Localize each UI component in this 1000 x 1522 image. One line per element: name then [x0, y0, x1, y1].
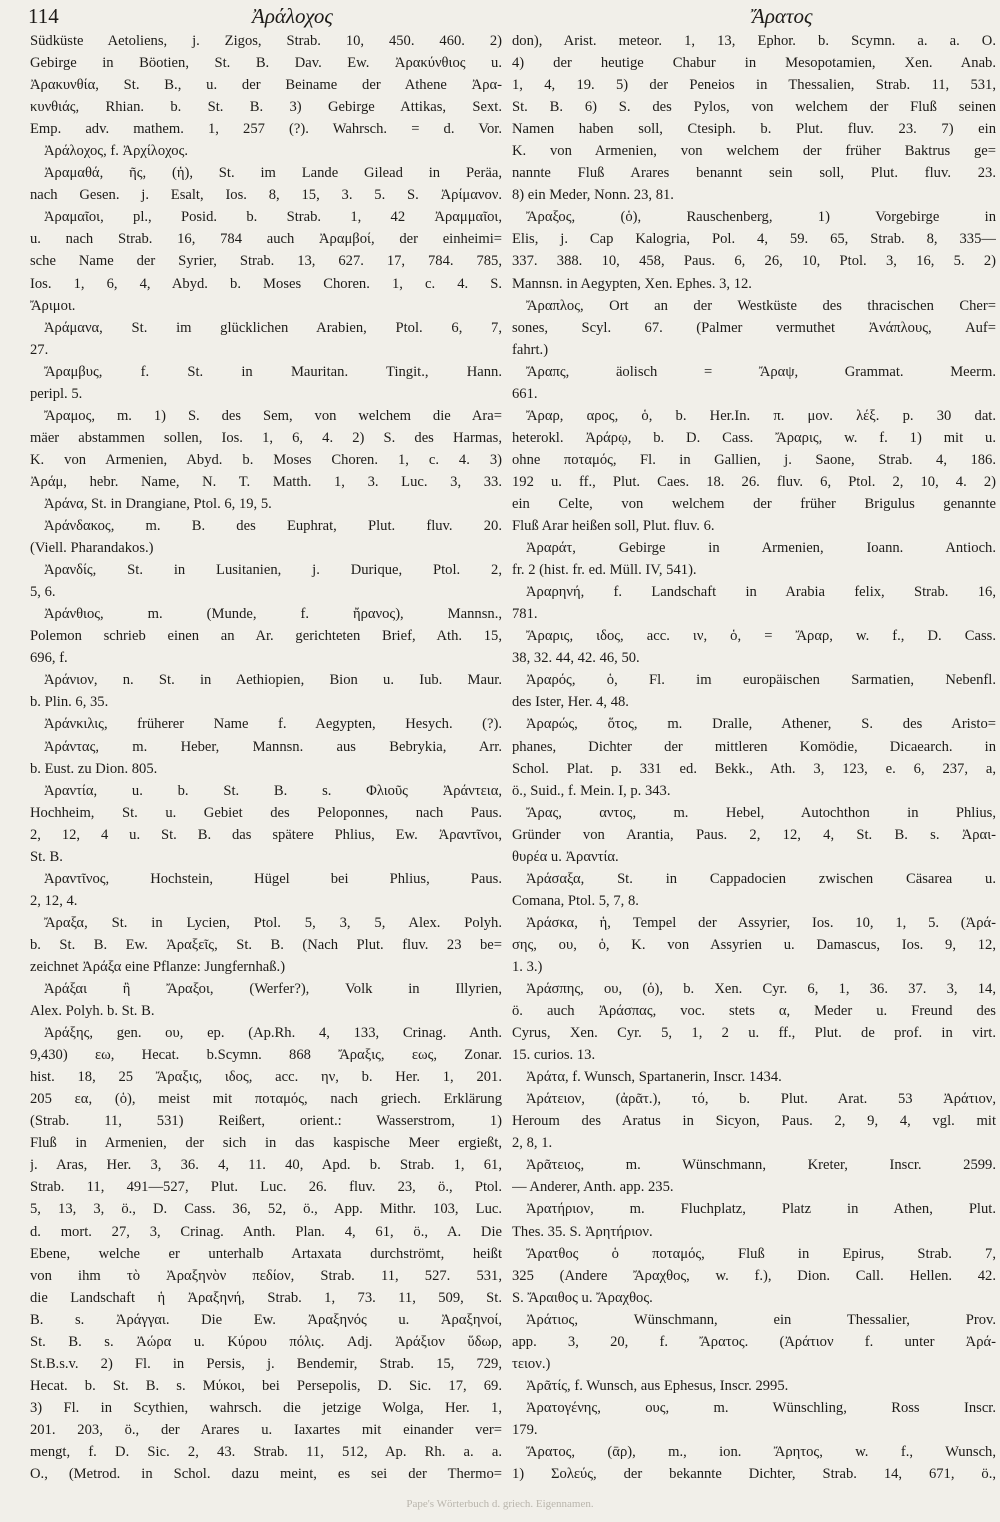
right-column	[512, 30, 996, 1485]
text-line: θυρέα u. Ἀραντία.	[512, 848, 619, 865]
entry-headline: Ἄραμος, m. 1) S. des Sem, von welchem die Ara=	[44, 407, 502, 424]
entry-headline: Ἀράσπης, ου, (ὁ), b. Xen. Cyr. 6, 1, 36. 37. 3, 14,	[526, 981, 996, 998]
text-line: 8) ein Meder, Nonn. 23, 81.	[512, 187, 674, 204]
text-line: ö., Suid., f. Mein. I, p. 343.	[512, 782, 671, 799]
text-line: ein Celte, von welchem der früher Brigulus genannte	[512, 495, 996, 512]
right-guide-word: Ἄρατος	[752, 4, 813, 28]
text-line: τειον.)	[512, 1355, 551, 1372]
text-line: nannte Fluß Arares benannt sein soll, Plut. fluv. 23.	[512, 165, 996, 182]
text-line: 5, 6.	[30, 584, 56, 601]
footer-bleedthrough: Pape's Wörterbuch d. griech. Eigennamen.	[406, 1498, 594, 1510]
entry-headline: Ἄρας, αντος, m. Hebel, Autochthon in Phlius,	[526, 804, 996, 821]
text-line: u. nach Strab. 16, 784 auch Ἀραμβοί, der einheimi=	[30, 231, 502, 248]
entry-headline: Ἀράσαξα, St. in Cappadocien zwischen Cäsarea u.	[526, 870, 996, 887]
text-line: Polemon schrieb einen an Ar. gerichteten Brief, Ath. 15,	[30, 628, 502, 645]
text-line: St. B. 6) S. des Pylos, von welchem der Fluß seinen	[512, 99, 996, 116]
text-line: (Viell. Pharandakos.)	[30, 540, 154, 557]
entry-headline: Ἀράτιος, Wünschmann, ein Thessalier, Prov.	[526, 1311, 996, 1328]
entry-headline: Ἀράμανα, St. im glücklichen Arabien, Ptol. 6, 7,	[44, 319, 502, 336]
entry-headline: Ἄραπς, äolisch = Ἄραψ, Grammat. Meerm.	[526, 363, 996, 380]
text-line: 325 (Andere Ἄραχθος, w. f.), Dion. Call. Hellen. 42.	[512, 1267, 996, 1284]
entry-headline: Ἄραξα, St. in Lycien, Ptol. 5, 3, 5, Alex. Polyh.	[44, 914, 502, 931]
text-line: Südküste Aetoliens, j. Zigos, Strab. 10, 450. 460. 2)	[30, 33, 502, 49]
text-line: — Anderer, Anth. app. 235.	[512, 1179, 674, 1196]
text-line: 2, 12, 4 u. St. B. das spätere Phlius, Ew. Ἀραντῖνοι,	[30, 826, 502, 843]
text-line: sche Name der Syrier, Strab. 13, 627. 17, 784. 785,	[30, 253, 502, 270]
page-number: 114	[28, 4, 59, 28]
text-line: Thes. 35. S. Ἀρητήριον.	[512, 1223, 653, 1240]
text-line: sones, Scyl. 67. (Palmer vermuthet Ἀνάπλους, Auf=	[512, 319, 996, 336]
text-line: Ios. 1, 6, 4, Abyd. b. Moses Choren. 1, c. 4. S.	[30, 275, 502, 292]
text-line: Namen haben soll, Ctesiph. b. Plut. fluv. 23. 7) ein	[512, 121, 996, 138]
entry-headline: Ἀράνδακος, m. B. des Euphrat, Plut. fluv. 20.	[44, 518, 502, 535]
text-line: σης, ου, ὁ, K. von Assyrien u. Damascus, Ios. 9, 12,	[512, 936, 996, 953]
entry-headline: Ἄρατος, (ᾱρ), m., ion. Ἄρητος, w. f., Wunsch,	[526, 1444, 996, 1460]
text-line: b. Plin. 6, 35.	[30, 694, 109, 711]
text-line: Hecat. b. St. B. s. Μύκοι, bei Persepolis, D. Sic. 17, 69.	[30, 1377, 502, 1394]
text-line: St.B.s.v. 2) Fl. in Persis, j. Bendemir, Strab. 15, 729,	[30, 1355, 502, 1372]
text-line: don), Arist. meteor. 1, 13, Ephor. b. Scymn. a. a. O.	[512, 33, 996, 49]
text-line: Hochheim, St. u. Gebiet des Peloponnes, nach Paus.	[30, 804, 502, 821]
text-line: Cyrus, Xen. Cyr. 5, 1, 2 u. ff., Plut. de prof. in virt.	[512, 1025, 996, 1042]
text-line: zeichnet Ἀράξα eine Pflanze: Jungfernhaß.)	[30, 958, 286, 975]
text-line: 2, 12, 4.	[30, 892, 78, 909]
entry-headline: Ἀράνθιος, m. (Munde, f. ἤρανος), Mannsn.,	[44, 606, 502, 623]
text-line: K. von Armenien, von welchem der früher Baktrus ge=	[512, 143, 996, 160]
entry-headline: Ἄραμβυς, f. St. in Mauritan. Tingit., Hann.	[44, 363, 502, 380]
text-line: Gründer von Arantia, Paus. 2, 12, 4, St. B. s. Ἀραι-	[512, 826, 996, 843]
text-line: d. mort. 27, 3, Crinag. Anth. Plan. 4, 61, ö., A. Die	[30, 1223, 502, 1240]
text-line: 179.	[512, 1421, 538, 1438]
text-line: b. St. B. Ew. Ἀραξεῖς, St. B. (Nach Plut. fluv. 23 be=	[30, 936, 502, 953]
text-line: 201. 203, ö., der Arares u. Iaxartes mit einander ver=	[30, 1421, 502, 1438]
text-line: Alex. Polyh. b. St. B.	[30, 1003, 155, 1020]
text-line: 3) Fl. in Scythien, wahrsch. die jetzige Wolga, Her. 1,	[30, 1399, 502, 1416]
entry-headline: Ἀρατήριον, m. Fluchplatz, Platz in Athen, Plut.	[526, 1201, 996, 1218]
entry-headline: Ἄραρις, ιδος, acc. ιν, ὁ, = Ἄραρ, w. f., D. Cass.	[526, 628, 996, 645]
text-line: 27.	[30, 341, 49, 358]
text-line: phanes, Dichter der mittleren Komödie, Dicaearch. in	[512, 738, 996, 755]
running-header	[28, 4, 994, 32]
text-line: K. von Armenien, Abyd. b. Moses Choren. 1, c. 4. 3)	[30, 451, 502, 468]
text-line: 205 εα, (ὁ), meist mit ποταμός, nach griech. Erklärung	[30, 1091, 502, 1108]
text-line: 696, f.	[30, 650, 68, 667]
text-line: Heroum des Aratus in Sicyon, Paus. 2, 9, 4, vgl. mit	[512, 1113, 996, 1130]
left-guide-word: Ἀράλοχος	[252, 4, 333, 28]
text-line: Ἀρακυνθία, St. B., u. der Beiname der Athene Ἀρα-	[30, 77, 502, 94]
entry-headline: Ἀραμαθά, ῆς, (ἡ), St. im Lande Gilead in Peräa,	[44, 165, 502, 182]
text-line: 5, 13, 3, ö., D. Cass. 36, 52, ö., App. Mithr. 103, Luc.	[30, 1201, 502, 1218]
text-line: St. B. s. Ἀώρα u. Κύρου πόλις. Adj. Ἀράξιον ὕδωρ,	[30, 1333, 502, 1350]
entry-headline: Ἀρᾶτειος, m. Wünschmann, Kreter, Inscr. 2599.	[526, 1157, 996, 1174]
text-line: Ebene, welche er unterhalb Artaxata durchströmt, heißt	[30, 1245, 502, 1262]
entry-headline: Ἀρᾶτίς, f. Wunsch, aus Ephesus, Inscr. 2995.	[526, 1377, 789, 1394]
text-line: app. 3, 20, f. Ἄρατος. (Ἀράτιον f. unter Ἀρά-	[512, 1333, 996, 1350]
text-line: 781.	[512, 606, 538, 623]
entry-headline: Ἀράνκιλις, früherer Name f. Aegypten, Hesych. (?).	[44, 716, 502, 733]
text-line: B. s. Ἀράγγαι. Die Ew. Ἀραξηνός u. Ἀραξηνοί,	[30, 1311, 502, 1328]
text-line: 1. 3.)	[512, 958, 543, 975]
text-line: 1) Σολεύς, der bekannte Dichter, Strab. 14, 671, ö.,	[512, 1466, 996, 1483]
text-line: κυνθιάς, Rhian. b. St. B. 3) Gebirge Attikas, Sext.	[30, 99, 502, 116]
text-line: 1, 4, 19. 5) der Peneios in Thessalien, Strab. 11, 531,	[512, 77, 996, 94]
entry-headline: Ἀραρός, ὁ, Fl. im europäischen Sarmatien, Nebenfl.	[526, 672, 996, 689]
entry-headline: Ἀράσκα, ἡ, Tempel der Assyrier, Ios. 10, 1, 5. (Ἀρά-	[526, 914, 996, 931]
entry-headline: Ἄραπλος, Ort an der Westküste des thracischen Cher=	[526, 297, 996, 314]
text-line: Fluß Arar heißen soll, Plut. fluv. 6.	[512, 518, 715, 535]
left-column	[30, 30, 502, 1485]
text-line: Strab. 11, 491—527, Plut. Luc. 26. fluv. 23, ö., Ptol.	[30, 1179, 502, 1196]
text-line: 2, 8, 1.	[512, 1135, 553, 1152]
text-line: Comana, Ptol. 5, 7, 8.	[512, 892, 639, 909]
entry-headline: Ἀραμαῖοι, pl., Posid. b. Strab. 1, 42 Ἀραμμαῖοι,	[44, 209, 502, 226]
text-line: mäer abstammen sollen, Ios. 1, 6, 4. 2) S. des Harmas,	[30, 429, 502, 446]
text-line: 337. 388. 10, 458, Paus. 6, 26, 10, Ptol. 3, 16, 5. 2)	[512, 253, 996, 270]
text-line: peripl. 5.	[30, 385, 83, 402]
text-line: des Ister, Her. 4, 48.	[512, 694, 629, 711]
text-line: 15. curios. 13.	[512, 1047, 596, 1064]
entry-headline: Ἄραρ, αρος, ὁ, b. Her.In. π. μον. λέξ. p. 30 dat.	[526, 407, 996, 424]
entry-headline: Ἀραντῖνος, Hochstein, Hügel bei Phlius, Paus.	[44, 870, 502, 887]
entry-headline: Ἀράνα, St. in Drangiane, Ptol. 6, 19, 5.	[44, 495, 272, 512]
text-line: hist. 18, 25 Ἄραξις, ιδος, acc. ην, b. Her. 1, 201.	[30, 1069, 502, 1086]
text-line: mengt, f. D. Sic. 2, 43. Strab. 11, 512, Ap. Rh. a. a.	[30, 1444, 502, 1460]
text-line: ohne ποταμός, Fl. in Gallien, j. Saone, Strab. 4, 186.	[512, 451, 996, 468]
entry-headline: Ἀραντία, u. b. St. B. s. Φλιοῦς Ἀράντεια,	[44, 782, 502, 799]
text-line: die Landschaft ἡ Ἀραξηνή, Strab. 1, 73. 11, 509, St.	[30, 1289, 502, 1306]
entry-headline: Ἀραρώς, ὅτος, m. Dralle, Athener, S. des Aristo=	[526, 716, 996, 733]
text-line: Elis, j. Cap Kalogria, Pol. 4, 59. 65, Strab. 8, 335—	[512, 231, 996, 248]
entry-headline: Ἀράντας, m. Heber, Mannsn. aus Bebrykia, Arr.	[44, 738, 502, 755]
text-line: nach Gesen. j. Esalt, Ios. 8, 15, 3. 5. S. Ἀρίμανον.	[30, 187, 502, 204]
text-line: Mannsn. in Aegypten, Xen. Ephes. 3, 12.	[512, 275, 752, 292]
text-line: St. B.	[30, 848, 63, 865]
entry-headline: Ἀραράτ, Gebirge in Armenien, Ioann. Antioch.	[526, 540, 996, 557]
entry-headline: Ἀραρηνή, f. Landschaft in Arabia felix, Strab. 16,	[526, 584, 996, 601]
entry-headline: Ἀράτειον, (ἀρᾶτ.), τό, b. Plut. Arat. 53 Ἀράτιον,	[526, 1091, 996, 1108]
text-line: S. Ἄραιθος u. Ἄραχθος.	[512, 1289, 653, 1306]
text-line: O., (Metrod. in Schol. dazu meint, es sei der Thermo=	[30, 1466, 502, 1483]
text-line: j. Aras, Her. 3, 36. 4, 11. 40, Apd. b. Strab. 1, 61,	[30, 1157, 502, 1174]
text-line: fr. 2 (hist. fr. ed. Müll. IV, 541).	[512, 562, 697, 579]
entry-headline: Ἄρατθος ὁ ποταμός, Fluß in Epirus, Strab. 7,	[526, 1245, 996, 1262]
text-line: 661.	[512, 385, 538, 402]
text-line: 9,430) εω, Hecat. b.Scymn. 868 Ἄραξις, εως, Zonar.	[30, 1047, 502, 1064]
text-line: Ἀράμ, hebr. Name, N. T. Matth. 1, 3. Luc. 3, 33.	[30, 473, 502, 490]
text-line: ö. auch Ἀράσπας, voc. stets α, Meder u. Freund des	[512, 1003, 996, 1020]
text-line: Schol. Plat. p. 331 ed. Bekk., Ath. 3, 123, e. 6, 237, a,	[512, 760, 996, 777]
text-line: heterokl. Ἀράρῳ, b. D. Cass. Ἄραρις, w. f. 1) mit u.	[512, 429, 996, 446]
entry-headline: Ἀράλοχος, f. Ἀρχίλοχος.	[44, 143, 189, 160]
entry-headline: Ἄραξος, (ὁ), Rauschenberg, 1) Vorgebirge in	[526, 209, 996, 226]
entry-headline: Ἀράξης, gen. ου, ep. (Ap.Rh. 4, 133, Crinag. Anth.	[44, 1025, 502, 1042]
text-line: Gebirge in Böotien, St. B. Dav. Ew. Ἀρακύνθιος u.	[30, 55, 502, 72]
entry-headline: Ἀράτα, f. Wunsch, Spartanerin, Inscr. 1434.	[526, 1069, 782, 1086]
entry-headline: Ἀρατογένης, ους, m. Wünschling, Ross Inscr.	[526, 1399, 996, 1416]
text-line: 4) der heutige Chabur in Mesopotamien, Xen. Anab.	[512, 55, 996, 72]
text-line: b. Eust. zu Dion. 805.	[30, 760, 158, 777]
entry-headline: Ἀράξαι ἢ Ἄραξοι, (Werfer?), Volk in Illyrien,	[44, 981, 502, 998]
text-line: Ἄριμοι.	[30, 297, 76, 314]
text-line: von ihm τὸ Ἀραξηνὸν πεδίον, Strab. 11, 527. 531,	[30, 1267, 502, 1284]
text-line: Emp. adv. mathem. 1, 257 (?). Wahrsch. = d. Vor.	[30, 121, 502, 138]
entry-headline: Ἀρανδίς, St. in Lusitanien, j. Durique, Ptol. 2,	[44, 562, 502, 579]
text-line: 38, 32. 44, 42. 46, 50.	[512, 650, 640, 667]
text-line: 192 u. ff., Plut. Caes. 18. 26. fluv. 6, Ptol. 2, 10, 4. 2)	[512, 473, 996, 490]
text-line: (Strab. 11, 531) Reißert, orient.: Wasserstrom, 1)	[30, 1113, 502, 1130]
entry-headline: Ἀράνιον, n. St. in Aethiopien, Bion u. Iub. Maur.	[44, 672, 502, 689]
text-line: Fluß in Armenien, der sich in das kaspische Meer ergießt,	[30, 1135, 502, 1152]
text-line: fahrt.)	[512, 341, 549, 358]
